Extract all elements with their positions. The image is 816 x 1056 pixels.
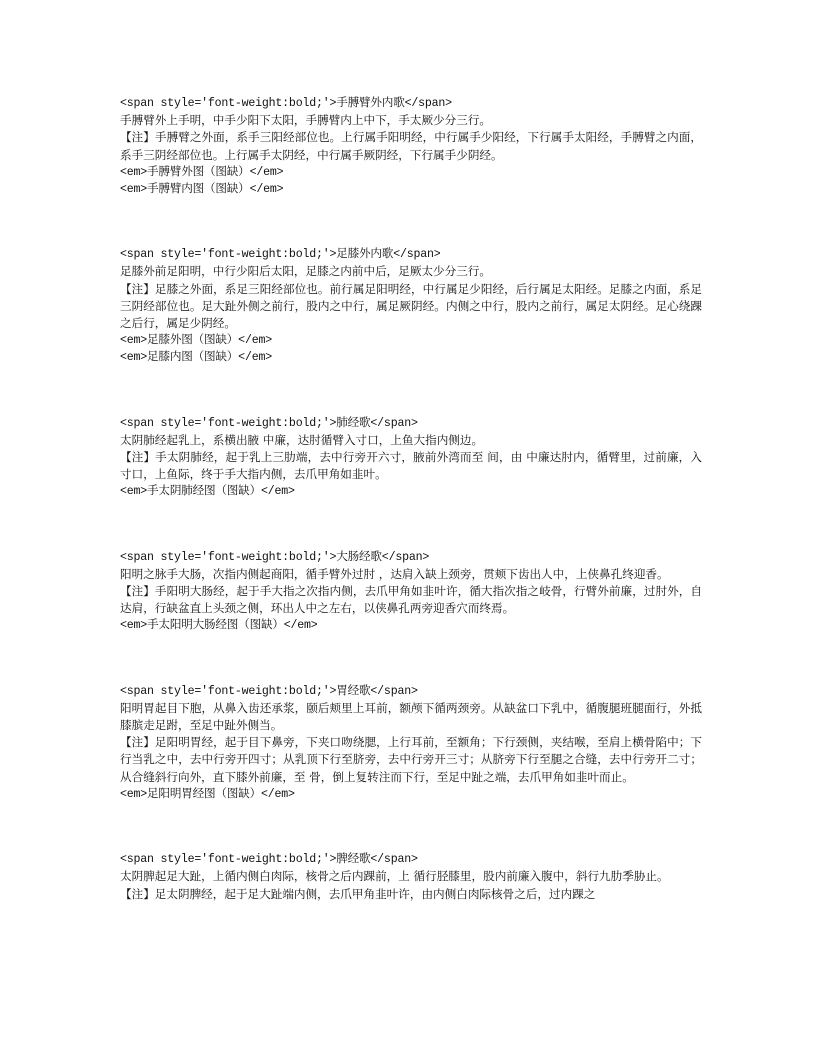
verse-text: 太阴脾起足大趾，上循内侧白肉际，核骨之后内踝前，上 循行胫膝里，股内前廉入腹中，斜行九肋季胁止。 [120,869,669,884]
figure-caption: <em>手膊臂外图（图缺）</em> [120,165,284,179]
section-large-intestine-meridian [120,549,702,635]
note-text: 【注】手太阴肺经，起于乳上三肋端，去中行旁开六寸，腋前外湾而至 间，由 中廉达肘内，循臂里，过前廉，入寸口，上鱼际，终于手大指内侧，去爪甲角如韭叶。 [120,450,702,482]
figure-caption: <em>手太阳明大肠经图（图缺）</em> [120,619,318,633]
section-heading: <span style='font-weight:bold;'>手膊臂外内歌</span> [120,97,452,110]
section-heading: <span style='font-weight:bold;'>大肠经歌</span> [120,550,430,564]
section-stomach-meridian [120,683,702,803]
section-arm-outer-inner [120,95,702,198]
section-spleen-meridian [120,851,702,903]
note-text: 【注】足阳明胃经，起于目下鼻旁，下夹口吻绕腮，上行耳前，至额角；下行颈侧，夹结喉，至肩上横骨陷中；下行当乳之中，去中行旁开四寸；从乳顶下行至脐旁，去中行旁开三寸；从脐旁下行至腿之合缝，去中行旁开二寸；从合缝斜行向外，直下膝外前廉，至 骨，倒上复转注而下行，至足中趾之端，去爪甲角如韭叶而止。 [120,735,702,784]
note-text: 【注】足膝之外面，系足三阳经部位也。前行属足阳明经，中行属足少阳经，后行属足太阳经。足膝之内面，系足三阴经部位也。足大趾外侧之前行，股内之中行，属足厥阴经。内侧之中行，股内之前行，属足太阴经。足心绕踝之后行，属足少阴经。 [120,281,702,331]
verse-text: 手膊臂外上手明，中手少阳下太阳，手膊臂内上中下，手太厥少分三行。 [120,113,492,128]
note-text: 【注】足太阴脾经，起于足大趾端内侧，去爪甲角韭叶许，由内侧白肉际核骨之后，过内踝之 [120,886,596,901]
section-knee-outer-inner [120,246,702,366]
verse-text: 足膝外前足阳明，中行少阳后太阳，足膝之内前中后，足厥太少分三行。 [120,264,492,279]
note-text: 【注】手阳明大肠经，起于手大指之次指内侧，去爪甲角如韭叶许，循大指次指之岐骨，行臂外前廉，过肘外，自达肩，行缺盆直上头颈之侧，环出人中之左右，以侠鼻孔两旁迎香穴而终焉。 [120,584,702,616]
verse-text: 阳明胃起目下胞，从鼻入齿还承浆，颐后颊里上耳前，额颅下循两颈旁。从缺盆口下乳中，循腹腿班腿面行，外抵膝膑走足跗，至足中趾外侧当。 [120,700,702,733]
figure-caption: <em>足膝外图（图缺）</em> [120,334,272,348]
section-heading: <span style='font-weight:bold;'>足膝外内歌</span> [120,248,441,262]
verse-text: 太阴肺经起乳上，系横出腋 中廉，达肘循臂入寸口，上鱼大指内侧边。 [120,432,484,447]
verse-text: 阳明之脉手大肠，次指内侧起商阳，循手臂外过肘 ，达肩入缺上颈旁，贯颊下齿出人中，上侠鼻孔终迎香。 [120,566,669,581]
section-heading: <span style='font-weight:bold;'>脾经歌</span> [120,853,418,867]
figure-caption: <em>足阳明胃经图（图缺）</em> [120,787,295,801]
figure-caption: <em>手太阴肺经图（图缺）</em> [120,485,295,499]
document-page [120,95,702,951]
figure-caption: <em>足膝内图（图缺）</em> [120,351,272,365]
note-text: 【注】手膊臂之外面，系手三阳经部位也。上行属手阳明经，中行属手少阳经，下行属手太阳经，手膊臂之内面，系手三阴经部位也。上行属手太阴经，中行属手厥阴经，下行属手少阴经。 [120,130,702,162]
section-lung-meridian [120,415,702,501]
section-heading: <span style='font-weight:bold;'>肺经歌</span> [120,416,418,430]
figure-caption: <em>手膊臂内图（图缺）</em> [120,183,284,197]
section-heading: <span style='font-weight:bold;'>胃经歌</span> [120,684,418,698]
